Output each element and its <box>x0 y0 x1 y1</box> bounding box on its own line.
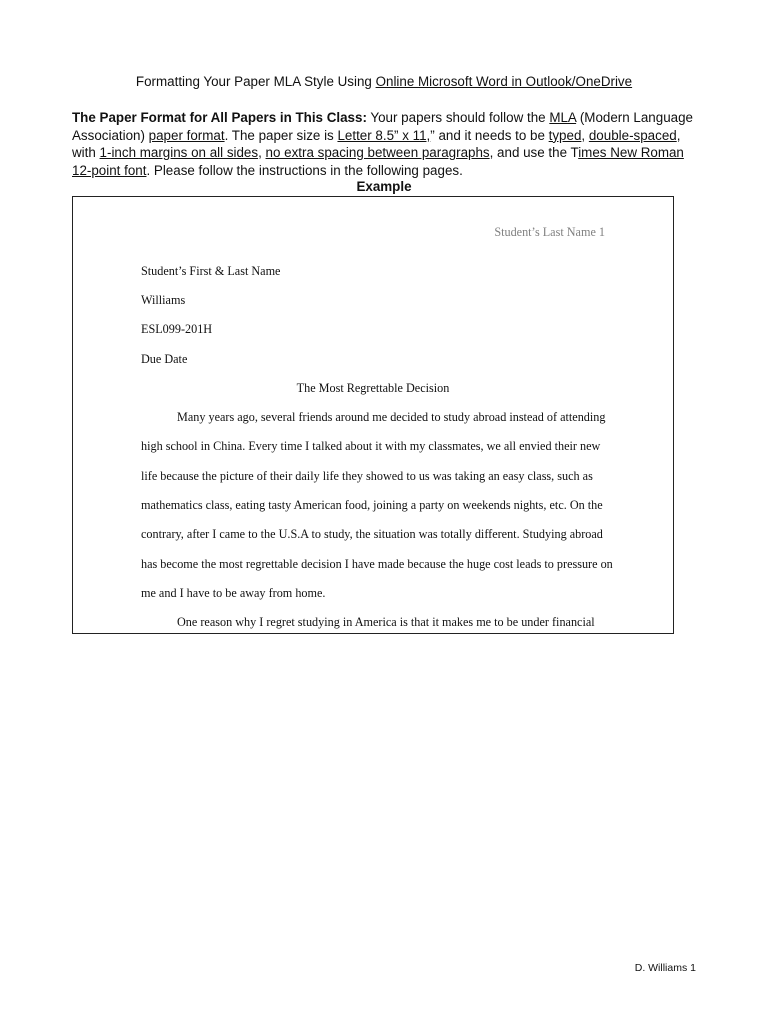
no-extra-spacing-link[interactable]: no extra spacing between paragraphs <box>265 145 490 160</box>
title-link[interactable]: Online Microsoft Word in Outlook/OneDrive <box>375 74 633 89</box>
body-line: life because the picture of their daily life they showed to us was taking an easy class, such as <box>141 469 593 483</box>
title-prefix: Formatting Your Paper MLA Style Using <box>135 74 376 89</box>
due-date-line: Due Date <box>141 352 188 366</box>
student-name-line: Student’s First & Last Name <box>141 264 281 278</box>
intro-text-6: , with <box>72 127 681 160</box>
intro-text-1: Your papers should follow the <box>366 110 550 125</box>
paper-format-link[interactable]: paper format <box>148 127 225 143</box>
intro-text-2: (Modern Language Association) <box>72 110 693 143</box>
mla-link[interactable]: MLA <box>549 110 577 125</box>
double-spaced-link[interactable]: double-spaced <box>588 127 677 143</box>
body-line: high school in China. Every time I talked about it with my classmates, we all envied their new <box>141 439 601 453</box>
running-header: Student’s Last Name 1 <box>494 225 605 239</box>
body-line: mathematics class, eating tasty American food, joining a party on weekends nights, etc. On the <box>141 498 603 512</box>
intro-text-9: . Please follow the instructions in the following pages. <box>146 162 463 178</box>
example-paper-box <box>72 196 674 634</box>
letter-size-link[interactable]: Letter 8.5” x 11, <box>337 127 431 143</box>
document-title <box>0 73 768 91</box>
intro-bold-lead: The Paper Format for All Papers in This Class: <box>72 110 367 125</box>
page-footer: D. Williams 1 <box>634 962 696 974</box>
body-line: me and I have to be away from home. <box>141 586 326 600</box>
intro-text-7: , <box>258 145 266 160</box>
intro-text-4: ” and it needs to be <box>430 127 549 143</box>
body-line: contrary, after I came to the U.S.A to study, the situation was totally different. Studying abroad <box>141 527 603 541</box>
intro-text-8: , and use the T <box>489 145 579 160</box>
intro-text-5: , <box>581 127 589 143</box>
intro-paragraph <box>72 109 696 179</box>
intro-text-3: . The paper size is <box>224 127 338 143</box>
body-line: Many years ago, several friends around me decided to study abroad instead of attending <box>177 410 606 424</box>
margins-link[interactable]: 1-inch margins on all sides <box>99 145 259 160</box>
instructor-line: Williams <box>141 293 186 307</box>
body-line: has become the most regrettable decision I have made because the huge cost leads to pressure on <box>141 557 613 571</box>
example-heading: Example <box>356 179 412 194</box>
typed-link[interactable]: typed <box>548 127 582 143</box>
font-link[interactable]: imes New Roman 12-point font <box>72 145 684 178</box>
course-line: ESL099-201H <box>141 322 213 336</box>
body-line: One reason why I regret studying in America is that it makes me to be under financial <box>177 615 595 629</box>
essay-title: The Most Regrettable Decision <box>296 381 450 395</box>
